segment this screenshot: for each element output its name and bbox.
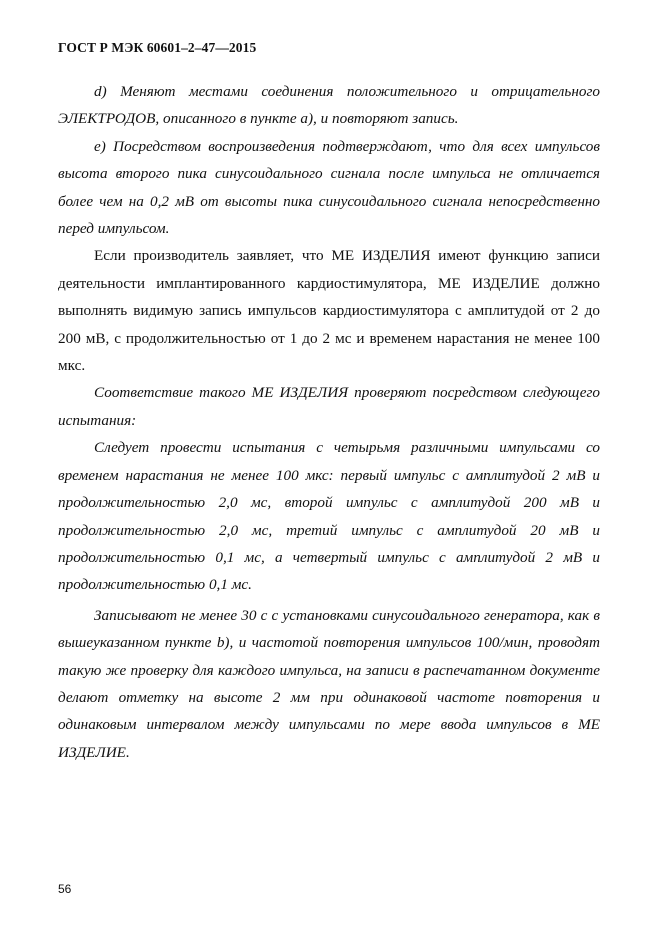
page-number: 56 — [58, 882, 72, 896]
paragraph-pacemaker-requirement: Если производитель заявляет, что МЕ ИЗДЕЛИЯ имеют функцию записи деятельности имплантированного кардиостимулятора, МЕ ИЗДЕЛИЕ должно выполнять видимую запись импульсов кардиостимулятора с амплитудой от 2 до 200 мВ, с продолжительностью от 1 до 2 мс и временем нарастания не менее 100 мкс. — [58, 247, 600, 375]
paragraph-d: d) Меняют местами соединения положительного и отрицательного ЭЛЕКТРОДОВ, описанного в пункте а), и повторяют запись. — [58, 83, 600, 128]
paragraph-e: e) Посредством воспроизведения подтверждают, что для всех импульсов высота второго пика синусоидального сигнала после импульса не отличается более чем на 0,2 мВ от высоты пика синусоидального сигнала непосредственно перед импульсом. — [58, 137, 600, 238]
document-body — [58, 78, 600, 766]
paragraph-recording: Записывают не менее 30 с с установками синусоидального генератора, как в вышеуказанном пункте b), и частотой повторения импульсов 100/мин, проводят такую же проверку для каждого импульса, на записи в распечатанном документе делают отметку на высоте 2 мм при одинаковой частоте повторения и одинаковым интервалом между импульсами по мере ввода импульсов в МЕ ИЗДЕЛИЕ. — [58, 606, 600, 761]
paragraph-compliance: Соответствие такого МЕ ИЗДЕЛИЯ проверяют посредством следующего испытания: — [58, 384, 600, 429]
document-header: ГОСТ Р МЭК 60601–2–47—2015 — [58, 40, 257, 55]
paragraph-test-pulses: Следует провести испытания с четырьмя различными импульсами со временем нарастания не менее 100 мкс: первый импульс с амплитудой 2 мВ и продолжительностью 2,0 мс, второй импульс с амплитудой 200 мВ и продолжительностью 2,0 мс, третий импульс с амплитудой 20 мВ и продолжительностью 0,1 мс, а четвертый импульс с амплитудой 2 мВ и продолжительностью 0,1 мс. — [58, 439, 600, 594]
